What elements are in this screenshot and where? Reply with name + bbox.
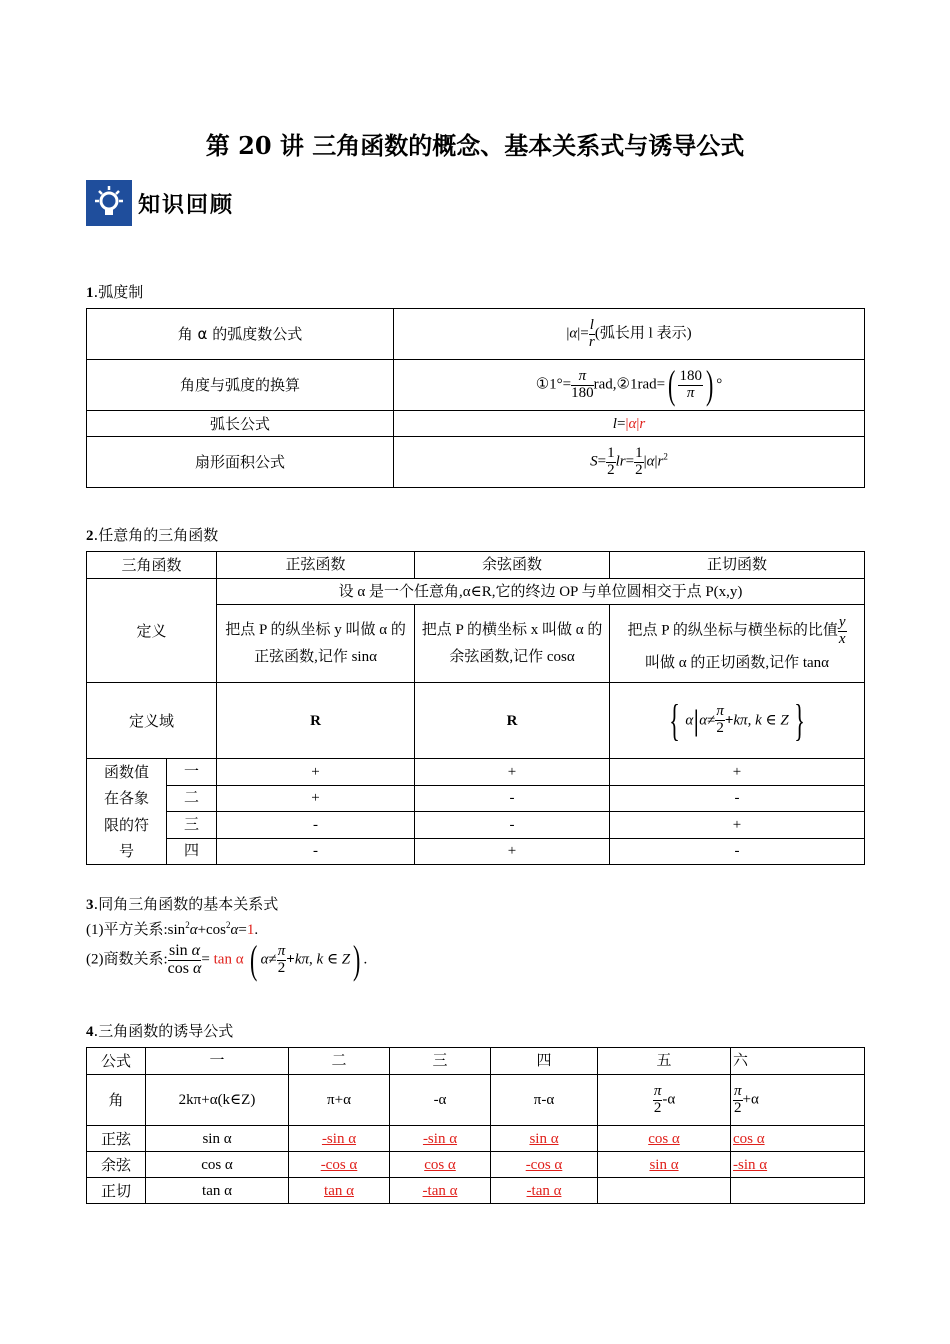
quadrant-label: 一	[167, 759, 217, 786]
value-cell: sin α	[146, 1126, 289, 1152]
row-label: 弧长公式	[87, 411, 394, 437]
value-cell: -sin α	[731, 1152, 865, 1178]
formula-number: 六	[731, 1048, 865, 1075]
value-cell: tan α	[146, 1178, 289, 1204]
domain-sin: R	[217, 683, 415, 759]
value-cell: cos α	[390, 1152, 491, 1178]
angle-label: 角	[87, 1075, 146, 1126]
arc-length-formula: l=|α|r	[394, 411, 865, 437]
definition-label: 定义	[87, 579, 217, 683]
square-relation: (1)平方关系$:\sin^2\alpha+\cos^2\alpha=1$.	[86, 920, 259, 938]
quadrant-label: 三	[167, 812, 217, 839]
value-cell: -cos α	[491, 1152, 598, 1178]
sign-cell: -	[217, 812, 415, 839]
value-cell: sin α	[491, 1126, 598, 1152]
sector-area-formula: S= $\frac{1}{2}$ lr= $\frac{1}{2}$ $|\alpha|r^2$	[394, 437, 865, 488]
domain-label: 定义域	[87, 683, 217, 759]
formula-number: 四	[491, 1048, 598, 1075]
value-cell	[598, 1178, 731, 1204]
angle-cell: $\frac{\pi}{2}$ +α	[731, 1075, 865, 1126]
section-4-heading: 4.三角函数的诱导公式	[86, 1022, 234, 1040]
angle-cell: π+α	[289, 1075, 390, 1126]
sign-label: 函数值在各象限的符号	[87, 759, 167, 865]
value-cell: -cos α	[289, 1152, 390, 1178]
row-label: 扇形面积公式	[87, 437, 394, 488]
quadrant-label: 四	[167, 838, 217, 865]
angle-cell: $\frac{\pi}{2}$ -α	[598, 1075, 731, 1126]
formula-number: 五	[598, 1048, 731, 1075]
knowledge-review-badge	[86, 180, 234, 226]
section-1-heading: 1.弧度制	[86, 283, 144, 301]
angle-cell: π-α	[491, 1075, 598, 1126]
section-3-heading: 3.同角三角函数的基本关系式	[86, 895, 279, 913]
value-cell: -sin α	[390, 1126, 491, 1152]
trig-definition-table	[86, 551, 865, 865]
value-cell	[731, 1178, 865, 1204]
angle-cell: 2kπ+α(k∈Z)	[146, 1075, 289, 1126]
value-cell: -tan α	[491, 1178, 598, 1204]
lightbulb-icon	[86, 180, 132, 226]
row-label: 余弦	[87, 1152, 146, 1178]
header-label: 公式	[87, 1048, 146, 1075]
sin-definition: 把点 P 的纵坐标 y 叫做 α 的正弦函数,记作 sinα	[217, 605, 415, 683]
induction-formula-table	[86, 1047, 865, 1204]
radian-formula: |α|= $\frac{l}{r}$ (弧长用 l 表示)	[394, 309, 865, 360]
quotient-relation: (2)商数关系: $\frac{\text{sin α}}{\text{cos α}}$ = tan α ( α≠ $\frac{\pi}{2}$ +kπ, k ∈ Z) .	[86, 937, 368, 982]
sign-cell: -	[217, 838, 415, 865]
domain-tan: { α|α≠ $\frac{\pi}{2}$ +kπ, k ∈ Z }	[610, 683, 865, 759]
header-cell: 余弦函数	[415, 552, 610, 579]
sign-cell: +	[217, 785, 415, 812]
header-cell: 正弦函数	[217, 552, 415, 579]
value-cell: sin α	[598, 1152, 731, 1178]
formula-number: 二	[289, 1048, 390, 1075]
cos-definition: 把点 P 的横坐标 x 叫做 α 的余弦函数,记作 cosα	[415, 605, 610, 683]
formula-number: 三	[390, 1048, 491, 1075]
sign-cell: -	[415, 812, 610, 839]
sign-cell: -	[610, 785, 865, 812]
value-cell: cos α	[146, 1152, 289, 1178]
sign-cell: +	[415, 759, 610, 786]
conversion-formula: ①1°= $\frac{\pi}{180}$ rad,②1rad=( $\frac{180}{\pi}$ ) °	[394, 360, 865, 411]
value-cell: -tan α	[390, 1178, 491, 1204]
value-cell: -sin α	[289, 1126, 390, 1152]
header-cell: 正切函数	[610, 552, 865, 579]
radian-table	[86, 308, 865, 488]
row-label: 角度与弧度的换算	[87, 360, 394, 411]
value-cell: cos α	[598, 1126, 731, 1152]
row-label: 正弦	[87, 1126, 146, 1152]
tan-definition: 把点 P 的纵坐标与横坐标的比值 $\frac{y}{x}$ 叫做 α 的正切函数,记作 tanα	[610, 605, 865, 683]
sign-cell: -	[415, 785, 610, 812]
sign-cell: -	[610, 838, 865, 865]
definition-common: 设 α 是一个任意角,α∈R,它的终边 OP 与单位圆相交于点 P(x,y)	[217, 579, 865, 605]
formula-number: 一	[146, 1048, 289, 1075]
value-cell: cos α	[731, 1126, 865, 1152]
sign-cell: +	[415, 838, 610, 865]
row-label: 角 α 的弧度数公式	[87, 309, 394, 360]
value-cell: tan α	[289, 1178, 390, 1204]
page-title: 第 20 讲 三角函数的概念、基本关系式与诱导公式	[205, 131, 745, 160]
sign-cell: +	[610, 812, 865, 839]
domain-cos: R	[415, 683, 610, 759]
sign-cell: +	[217, 759, 415, 786]
sign-cell: +	[610, 759, 865, 786]
angle-cell: -α	[390, 1075, 491, 1126]
quadrant-label: 二	[167, 785, 217, 812]
header-cell: 三角函数	[87, 552, 217, 579]
row-label: 正切	[87, 1178, 146, 1204]
badge-text: 知识回顾	[138, 192, 235, 218]
section-2-heading: 2.任意角的三角函数	[86, 526, 219, 544]
